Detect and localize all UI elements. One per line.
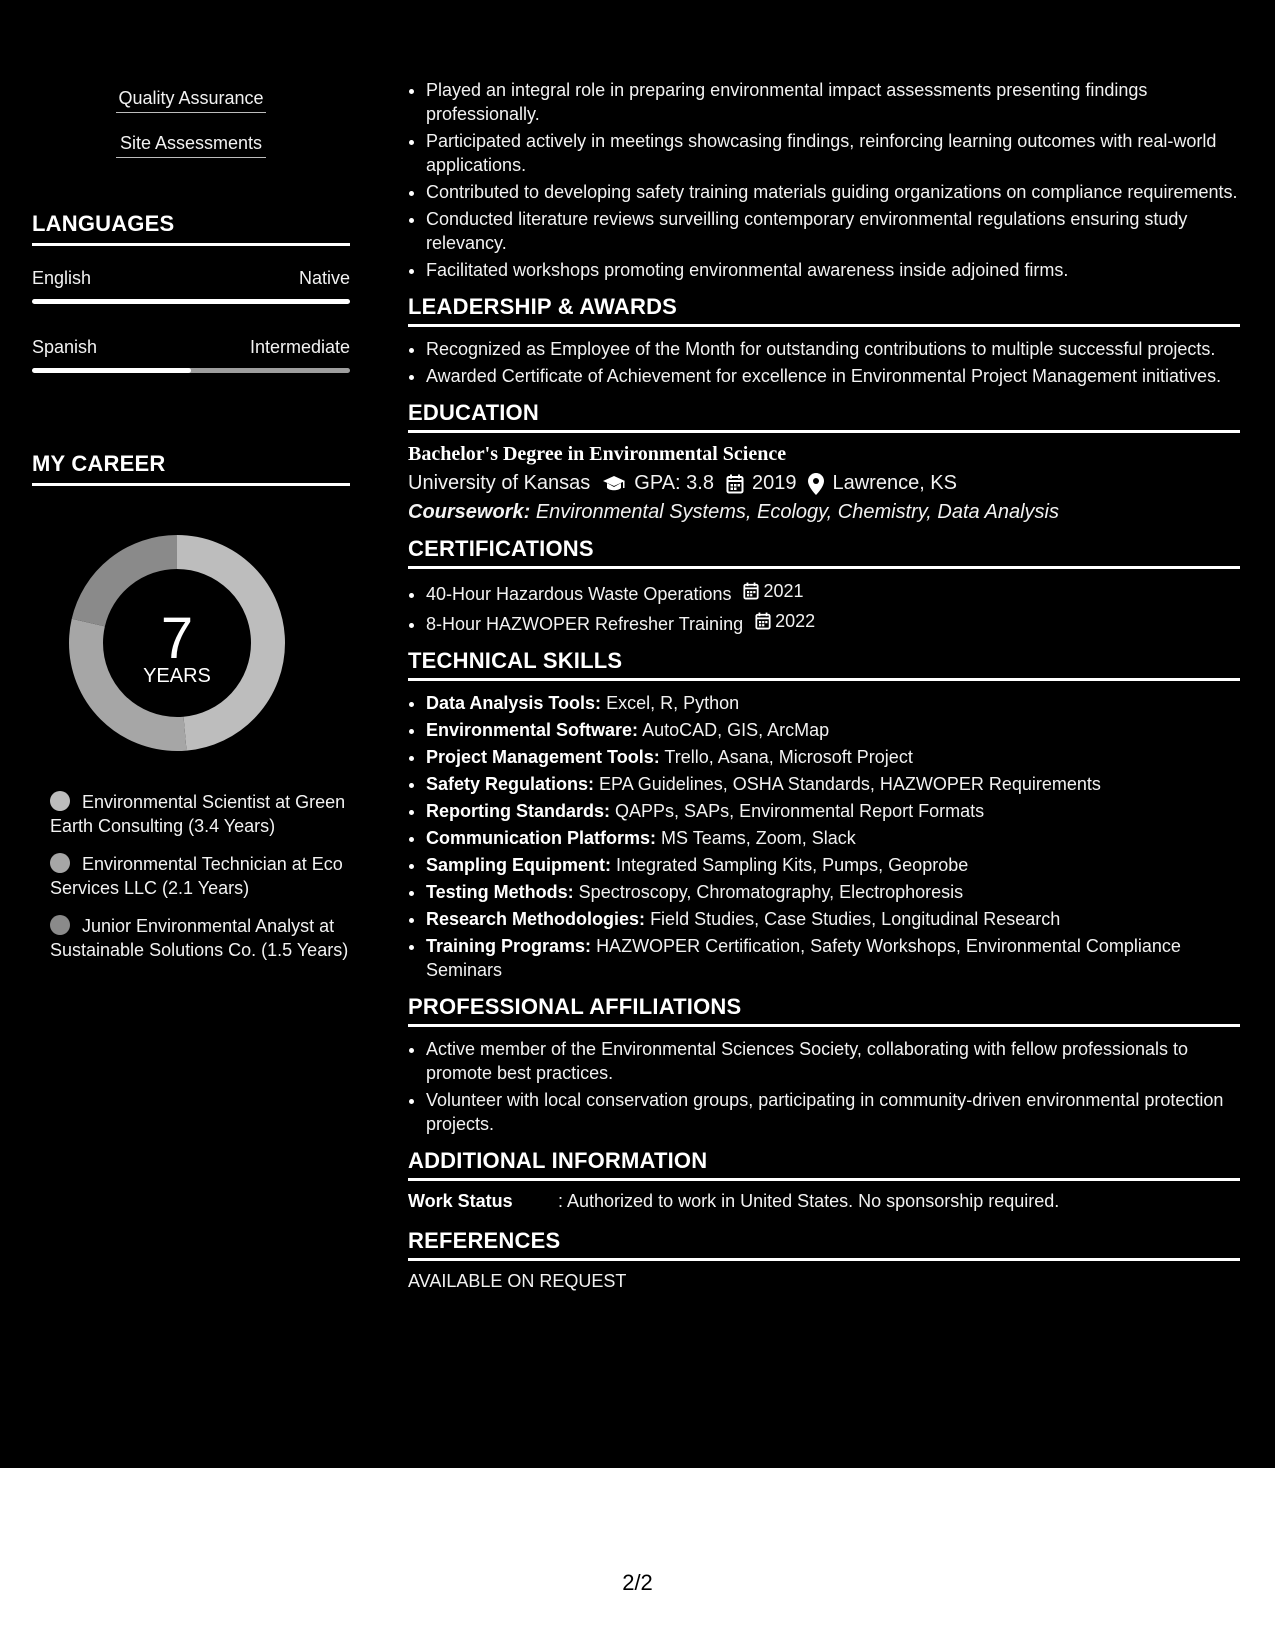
- skill-label: Safety Regulations:: [426, 774, 595, 794]
- language-bar-fill: [32, 368, 191, 373]
- skill-label: Testing Methods:: [426, 882, 574, 902]
- language-bar-fill: [32, 299, 350, 304]
- main-content: [408, 78, 1240, 1292]
- skill-item: [426, 718, 1240, 742]
- skill-site-assessments[interactable]: Site Assessments: [116, 133, 266, 158]
- skill-value: AutoCAD, GIS, ArcMap: [642, 720, 830, 740]
- skill-value: Trello, Asana, Microsoft Project: [664, 747, 913, 767]
- career-dot-icon: [50, 915, 70, 935]
- technical-skills-list: [408, 691, 1240, 982]
- language-level: Intermediate: [249, 337, 350, 357]
- affiliations-list: [408, 1037, 1240, 1136]
- experience-bullet: • Participated actively in meetings showcasing findings, reinforcing learning outcomes with real-world applications.: [426, 129, 1240, 177]
- coursework-value: Environmental Systems, Ecology, Chemistry, Data Analysis: [535, 501, 1059, 523]
- leadership-heading: LEADERSHIP & AWARDS: [408, 294, 1240, 327]
- skill-label: Data Analysis Tools:: [426, 693, 602, 713]
- technical-skills-heading: TECHNICAL SKILLS: [408, 648, 1240, 681]
- skill-item: [426, 691, 1240, 715]
- skill-item: [426, 799, 1240, 823]
- affiliation-item: • Active member of the Environmental Sciences Society, collaborating with fellow professionals to promote best practices.: [426, 1037, 1240, 1085]
- skill-value: MS Teams, Zoom, Slack: [661, 828, 856, 848]
- certification-item: [426, 609, 1240, 636]
- skill-item: [426, 826, 1240, 850]
- skill-value: HAZWOPER Certification, Safety Workshops, Environmental Compliance Seminars: [426, 936, 1181, 980]
- additional-info-heading: ADDITIONAL INFORMATION: [408, 1148, 1240, 1181]
- certification-item: [426, 579, 1240, 606]
- language-spanish: [32, 337, 350, 359]
- career-heading: MY CAREER: [32, 451, 350, 486]
- leadership-list: [408, 337, 1240, 388]
- work-status-row: [408, 1191, 1240, 1212]
- language-name: Spanish: [32, 337, 98, 357]
- experience-bullet: • Conducted literature reviews surveilling contemporary environmental regulations ensuring study relevancy.: [426, 207, 1240, 255]
- language-bar-spanish: [32, 368, 350, 373]
- skill-item: [426, 934, 1240, 982]
- career-item: [50, 914, 350, 962]
- skill-label: Project Management Tools:: [426, 747, 660, 767]
- location-pin-icon: [808, 473, 824, 495]
- education-year: 2019: [751, 472, 797, 494]
- work-status-value: : Authorized to work in United States. No sponsorship required.: [558, 1191, 1060, 1211]
- career-total-years: 7: [160, 606, 194, 671]
- career-item: [50, 852, 350, 900]
- leadership-item: • Awarded Certificate of Achievement for excellence in Environmental Project Management initiatives.: [426, 364, 1240, 388]
- certification-name: 40-Hour Hazardous Waste Operations: [426, 584, 732, 604]
- career-list: [50, 790, 350, 976]
- skill-label: Reporting Standards:: [426, 801, 611, 821]
- skill-value: Spectroscopy, Chromatography, Electrophoresis: [578, 882, 964, 902]
- experience-bullets: [408, 78, 1240, 282]
- career-dot-icon: [50, 791, 70, 811]
- career-dot-icon: [50, 853, 70, 873]
- skill-item: [426, 880, 1240, 904]
- page-number: 2/2: [622, 1570, 653, 1595]
- coursework-label: Coursework:: [408, 501, 531, 523]
- certifications-heading: CERTIFICATIONS: [408, 536, 1240, 569]
- affiliations-heading: PROFESSIONAL AFFILIATIONS: [408, 994, 1240, 1027]
- education-heading: EDUCATION: [408, 400, 1240, 433]
- calendar-icon: [726, 474, 744, 494]
- skill-label: Environmental Software:: [426, 720, 639, 740]
- skill-item: [426, 745, 1240, 769]
- experience-bullet: • Played an integral role in preparing environmental impact assessments presenting findings professionally.: [426, 78, 1240, 126]
- skill-item: [426, 907, 1240, 931]
- references-heading: REFERENCES: [408, 1228, 1240, 1261]
- certification-year: 2022: [775, 611, 816, 631]
- skill-label: Communication Platforms:: [426, 828, 657, 848]
- certification-name: 8-Hour HAZWOPER Refresher Training: [426, 614, 744, 634]
- skill-value: Field Studies, Case Studies, Longitudinal Research: [650, 909, 1061, 929]
- certification-date: [743, 579, 803, 603]
- education-school: University of Kansas: [408, 472, 591, 494]
- skill-quality-assurance[interactable]: Quality Assurance: [116, 88, 266, 113]
- career-item-text: Environmental Scientist at Green Earth Consulting (3.4 Years): [50, 792, 346, 836]
- graduation-cap-icon: [602, 475, 626, 493]
- certifications-list: [408, 579, 1240, 636]
- skill-item: [426, 772, 1240, 796]
- skill-value: EPA Guidelines, OSHA Standards, HAZWOPER Requirements: [599, 774, 1101, 794]
- career-years-unit: YEARS: [143, 665, 211, 687]
- education-degree: Bachelor's Degree in Environmental Science: [408, 443, 787, 465]
- skill-value: Excel, R, Python: [606, 693, 740, 713]
- skill-label: Sampling Equipment:: [426, 855, 612, 875]
- education-details: [408, 472, 1240, 495]
- language-level: Native: [298, 268, 350, 288]
- language-bar-english: [32, 299, 350, 304]
- education-coursework: [408, 501, 1240, 524]
- career-item: [50, 790, 350, 838]
- calendar-icon: [743, 582, 759, 600]
- skill-item: [426, 853, 1240, 877]
- experience-bullet: • Contributed to developing safety training materials guiding organizations on compliance requirements.: [426, 180, 1240, 204]
- education-location: Lawrence, KS: [832, 472, 957, 494]
- leadership-item: • Recognized as Employee of the Month for outstanding contributions to multiple successful projects.: [426, 337, 1240, 361]
- certification-date: [755, 609, 815, 633]
- language-name: English: [32, 268, 92, 288]
- calendar-icon: [755, 612, 771, 630]
- affiliation-item: • Volunteer with local conservation groups, participating in community-driven environmental protection projects.: [426, 1088, 1240, 1136]
- career-item-text: Junior Environmental Analyst at Sustainable Solutions Co. (1.5 Years): [50, 916, 349, 960]
- skill-value: Integrated Sampling Kits, Pumps, Geoprobe: [616, 855, 969, 875]
- work-status-label: Work Status: [408, 1191, 513, 1211]
- skill-label: Training Programs:: [426, 936, 592, 956]
- education-gpa: GPA: 3.8: [634, 472, 714, 494]
- certification-year: 2021: [763, 581, 804, 601]
- skill-value: QAPPs, SAPs, Environmental Report Formats: [615, 801, 985, 821]
- experience-bullet: • Facilitated workshops promoting environmental awareness inside adjoined firms.: [426, 258, 1240, 282]
- references-text: AVAILABLE ON REQUEST: [408, 1271, 627, 1291]
- languages-heading: LANGUAGES: [32, 211, 350, 246]
- career-item-text: Environmental Technician at Eco Services LLC (2.1 Years): [50, 854, 343, 898]
- career-donut-chart: [64, 530, 290, 756]
- language-english: [32, 268, 350, 290]
- skill-label: Research Methodologies:: [426, 909, 646, 929]
